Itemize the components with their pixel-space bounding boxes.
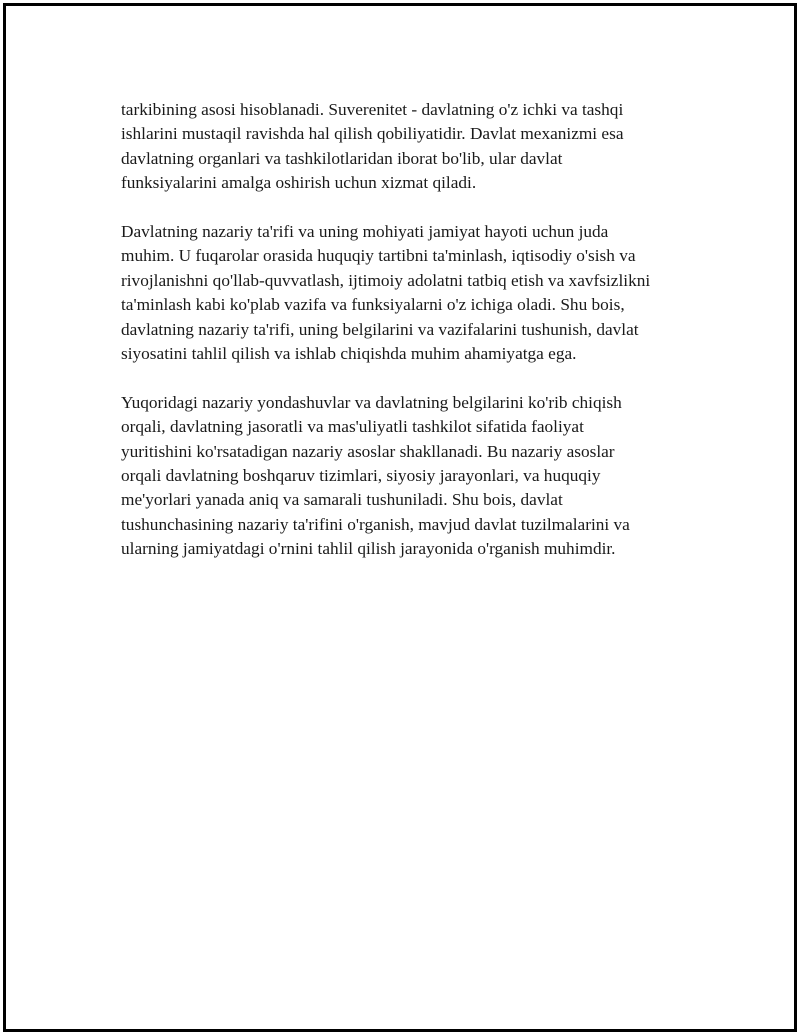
paragraph-line: yuritishini ko'rsatadigan nazariy asoslar shakllanadi. Bu nazariy asoslar	[121, 441, 615, 461]
paragraph-line: rivojlanishni qo'llab-quvvatlash, ijtimoiy adolatni tatbiq etish va xavfsizlikni	[121, 270, 651, 290]
paragraph-2	[121, 220, 706, 366]
paragraph-line: funksiyalarini amalga oshirish uchun xizmat qiladi.	[121, 173, 477, 193]
paragraph-line: muhim. U fuqarolar orasida huquqiy tartibni ta'minlash, iqtisodiy o'sish va	[121, 246, 636, 266]
paragraph-line: me'yorlari yanada aniq va samarali tushuniladi. Shu bois, davlat	[121, 490, 563, 510]
page-frame	[3, 3, 797, 1032]
paragraph-line: ularning jamiyatdagi o'rnini tahlil qilish jarayonida o'rganish muhimdir.	[121, 539, 616, 559]
paragraph-line: tarkibining asosi hisoblanadi. Suverenitet - davlatning o'z ichki va tashqi	[121, 100, 624, 119]
paragraph-line: Yuqoridagi nazariy yondashuvlar va davlatning belgilarini ko'rib chiqish	[121, 392, 622, 412]
paragraph-line: ta'minlash kabi ko'plab vazifa va funksiyalarni o'z ichiga oladi. Shu bois,	[121, 295, 625, 315]
paragraph-line: davlatning organlari va tashkilotlaridan iborat bo'lib, ular davlat	[121, 148, 563, 168]
paragraph-line: davlatning nazariy ta'rifi, uning belgilarini va vazifalarini tushunish, davlat	[121, 319, 639, 339]
paragraph-line: orqali davlatning boshqaruv tizimlari, siyosiy jarayonlari, va huquqiy	[121, 466, 601, 486]
paragraph-line: tushunchasining nazariy ta'rifini o'rganish, mavjud davlat tuzilmalarini va	[121, 514, 630, 534]
paragraph-line: orqali, davlatning jasoratli va mas'uliyatli tashkilot sifatida faoliyat	[121, 417, 584, 437]
paragraph-line: Davlatning nazariy ta'rifi va uning mohiyati jamiyat hayoti uchun juda	[121, 222, 609, 242]
paragraph-1	[121, 98, 706, 196]
paragraph-line: siyosatini tahlil qilish va ishlab chiqishda muhim ahamiyatga ega.	[121, 344, 577, 364]
paragraph-3	[121, 391, 706, 562]
document-body	[121, 98, 706, 586]
paragraph-line: ishlarini mustaqil ravishda hal qilish qobiliyatidir. Davlat mexanizmi esa	[121, 124, 624, 144]
